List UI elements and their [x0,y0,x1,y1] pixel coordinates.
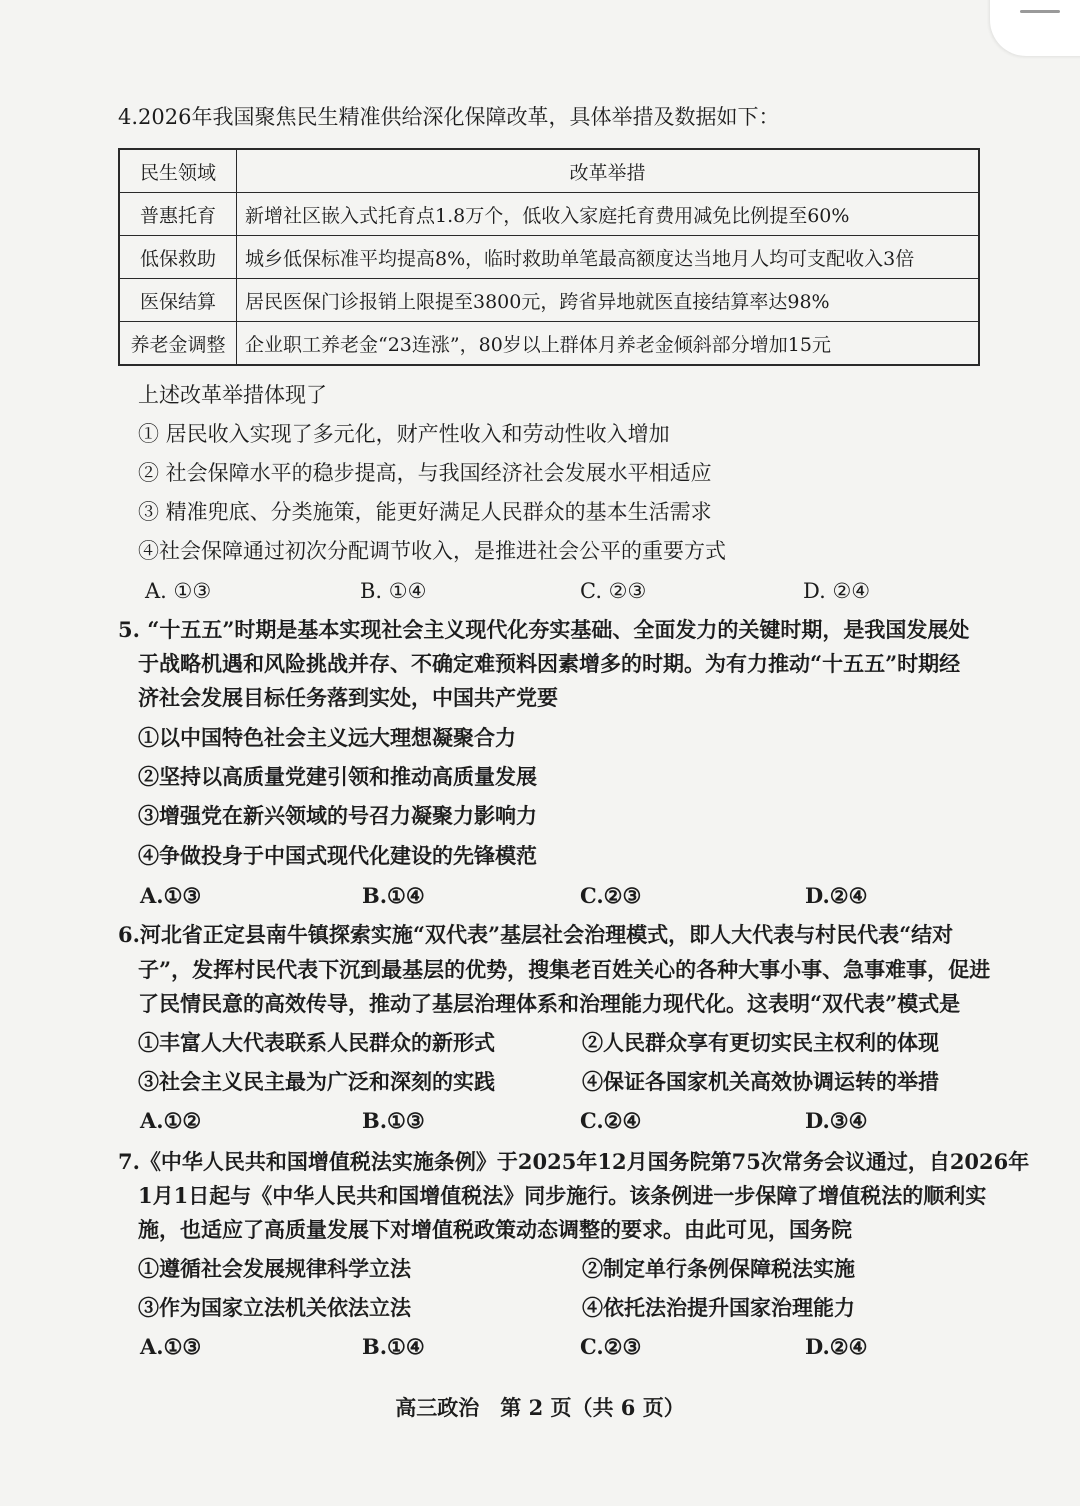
q7-stem-line: 施，也适应了高质量发展下对增值税政策动态调整的要求。由此可见，国务院 [138,1217,852,1242]
table-header: 民生领域 [119,149,237,193]
q5-option-c[interactable]: C.②③ [580,883,642,908]
table-cell: 新增社区嵌入式托育点1.8万个，低收入家庭托育费用减免比例提至60% [237,193,980,236]
q5-statement: ①以中国特色社会主义远大理想凝聚合力 [138,725,516,750]
q7-statement: ③作为国家立法机关依法立法 [138,1295,411,1320]
table-header: 改革举措 [237,149,980,193]
q7-statement: ②制定单行条例保障税法实施 [582,1256,855,1281]
q6-stem-line: 了民情民意的高效传导，推动了基层治理体系和治理能力现代化。这表明“双代表”模式是 [138,991,961,1016]
q4-option-c[interactable]: C. ②③ [580,579,647,603]
q5-stem-line: 济社会发展目标任务落到实处，中国共产党要 [138,685,558,710]
q6-option-a[interactable]: A.①② [140,1108,202,1133]
q6-statement: ②人民群众享有更切实民主权利的体现 [582,1030,939,1055]
table-cell: 低保救助 [119,236,237,279]
q7-stem-line: 1月1日起与《中华人民共和国增值税法》同步施行。该条例进一步保障了增值税法的顺利实 [138,1183,987,1208]
q7-option-c[interactable]: C.②③ [580,1334,642,1359]
page-footer: 高三政治 第 2 页（共 6 页） [395,1395,685,1420]
q5-stem-line: 5. “十五五”时期是基本实现社会主义现代化夯实基础、全面发力的关键时期，是我国发展处 [118,617,970,642]
q6-statement: ①丰富人大代表联系人民群众的新形式 [138,1030,495,1055]
q5-statement: ②坚持以高质量党建引领和推动高质量发展 [138,764,537,789]
table-cell: 普惠托育 [119,193,237,236]
table-cell: 城乡低保标准平均提高8%，临时救助单笔最高额度达当地月人均可支配收入3倍 [237,236,980,279]
q5-statement: ③增强党在新兴领域的号召力凝聚力影响力 [138,803,537,828]
q6-statement: ③社会主义民主最为广泛和深刻的实践 [138,1069,495,1094]
q4-lead: 上述改革举措体现了 [138,383,327,407]
q6-option-c[interactable]: C.②④ [580,1108,642,1133]
q4-statement: ③ 精准兜底、分类施策，能更好满足人民群众的基本生活需求 [138,500,712,524]
q5-option-b[interactable]: B.①④ [362,883,425,908]
q4-table [118,148,980,366]
q6-stem-line: 6.河北省正定县南牛镇探索实施“双代表”基层社会治理模式，即人大代表与村民代表“结对 [118,922,954,947]
q4-stem: 4.2026年我国聚焦民生精准供给深化保障改革，具体举措及数据如下： [118,105,780,129]
q4-option-b[interactable]: B. ①④ [360,579,427,603]
q4-option-d[interactable]: D. ②④ [803,579,871,603]
table-cell: 养老金调整 [119,322,237,366]
q7-option-d[interactable]: D.②④ [805,1334,868,1359]
q7-statement: ①遵循社会发展规律科学立法 [138,1256,411,1281]
q6-option-b[interactable]: B.①③ [362,1108,425,1133]
q6-stem-line: 子”，发挥村民代表下沉到最基层的优势，搜集老百姓关心的各种大事小事、急事难事，促进 [138,957,991,982]
q4-statement: ② 社会保障水平的稳步提高，与我国经济社会发展水平相适应 [138,461,712,485]
q7-statement: ④依托法治提升国家治理能力 [582,1295,855,1320]
menu-button[interactable] [990,0,1080,56]
q5-statement: ④争做投身于中国式现代化建设的先锋模范 [138,843,537,868]
table-cell: 居民医保门诊报销上限提至3800元，跨省异地就医直接结算率达98% [237,279,980,322]
menu-icon [1020,10,1060,13]
q7-option-a[interactable]: A.①③ [140,1334,202,1359]
table-cell: 企业职工养老金“23连涨”，80岁以上群体月养老金倾斜部分增加15元 [237,322,980,366]
q4-statement: ① 居民收入实现了多元化，财产性收入和劳动性收入增加 [138,422,670,446]
q6-option-d[interactable]: D.③④ [805,1108,868,1133]
q5-option-d[interactable]: D.②④ [805,883,868,908]
q5-option-a[interactable]: A.①③ [140,883,202,908]
q5-stem-line: 于战略机遇和风险挑战并存、不确定难预料因素增多的时期。为有力推动“十五五”时期经 [138,651,961,676]
q7-option-b[interactable]: B.①④ [362,1334,425,1359]
q4-statement: ④社会保障通过初次分配调节收入，是推进社会公平的重要方式 [138,539,726,563]
q4-option-a[interactable]: A. ①③ [145,579,212,603]
q6-statement: ④保证各国家机关高效协调运转的举措 [582,1069,939,1094]
table-cell: 医保结算 [119,279,237,322]
q7-stem-line: 7.《中华人民共和国增值税法实施条例》于2025年12月国务院第75次常务会议通过，自2026年 [118,1149,1030,1174]
